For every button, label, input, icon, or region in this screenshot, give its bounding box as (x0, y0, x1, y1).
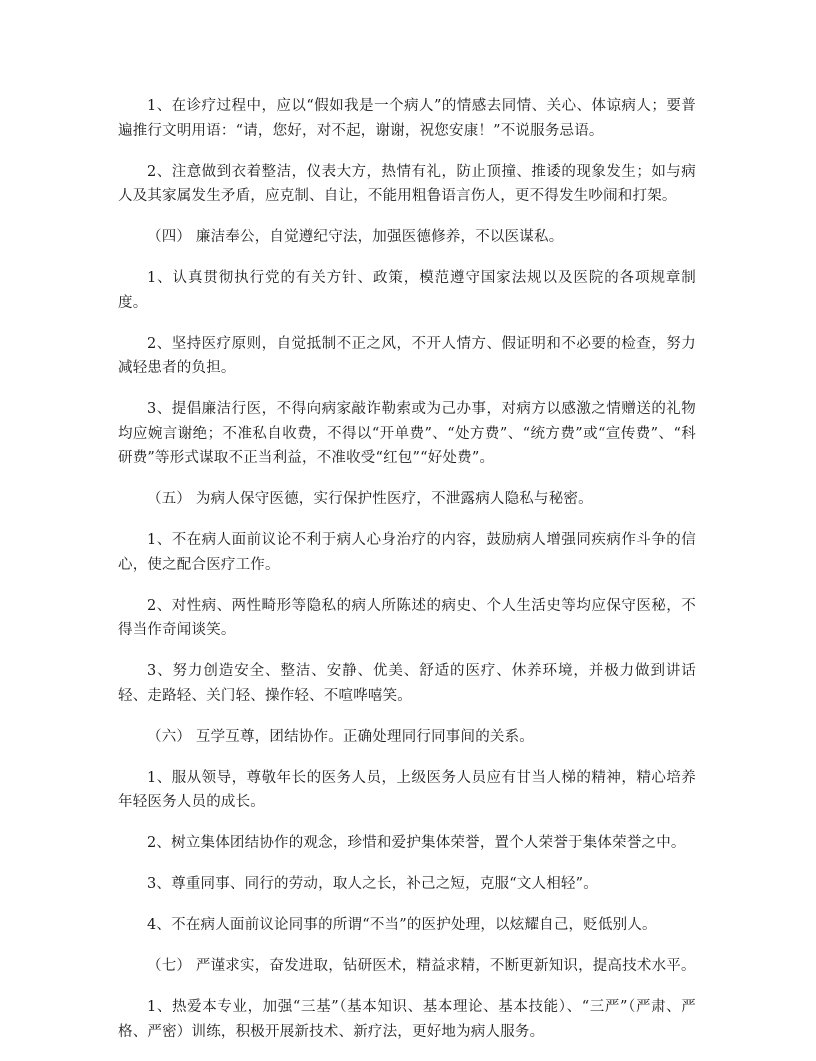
section-heading-4: （四） 廉洁奉公，自觉遵纪守法，加强医德修养，不以医谋私。 (147, 229, 564, 245)
paragraph-5-2: 2、对性病、两性畸形等隐私的病人所陈述的病史、个人生活史等均应保守医秘，不得当作奇闻谈笑。 (118, 597, 696, 638)
paragraph-5-3: 3、努力创造安全、整洁、安静、优美、舒适的医疗、休养环境，并极力做到讲话轻、走路轻、关门轻、操作轻、不喧哗嘻笑。 (118, 663, 696, 704)
paragraph-2: 2、注意做到衣着整洁，仪表大方，热情有礼，防止顶撞、推诿的现象发生；如与病人及其家属发生矛盾，应克制、自让，不能用粗鲁语言伤人，更不得发生吵闹和打架。 (118, 163, 696, 204)
section-heading-6: （六） 互学互尊，团结协作。正确处理同行同事间的关系。 (147, 728, 535, 745)
paragraph-6-3: 3、尊重同事、同行的劳动，取人之长，补己之短，克服“文人相轻”。 (147, 876, 598, 892)
section-heading-7: （七） 严谨求实，奋发进取，钻研医术，精益求精，不断更新知识，提高技术水平。 (147, 958, 696, 974)
paragraph-6-4: 4、不在病人面前议论同事的所谓“不当”的医护处理，以炫耀自己，贬低别人。 (147, 917, 657, 933)
paragraph-6-2: 2、树立集体团结协作的观念，珍惜和爱护集体荣誉，置个人荣誉于集体荣誉之中。 (147, 835, 686, 851)
paragraph-6-1: 1、服从领导，尊敬年长的医务人员，上级医务人员应有甘当人梯的精神，精心培养年轻医务人员的成长。 (118, 769, 696, 810)
section-heading-5: （五） 为病人保守医德，实行保护性医疗，不泄露病人隐私与秘密。 (147, 491, 593, 507)
paragraph-5-1: 1、不在病人面前议论不利于病人心身治疗的内容，鼓励病人增强同疾病作斗争的信心，使之配合医疗工作。 (118, 532, 696, 573)
paragraph-4-1: 1、认真贯彻执行党的有关方针、政策，模范遵守国家法规以及医院的各项规章制度。 (118, 270, 696, 311)
paragraph-1: 1、在诊疗过程中，应以“假如我是一个病人”的情感去同情、关心、体谅病人；要普遍推行文明用语：“请，您好，对不起，谢谢，祝您安康！”不说服务忌语。 (118, 98, 696, 139)
paragraph-4-3: 3、提倡廉洁行医，不得向病家敲诈勒索或为己办事，对病方以感激之情赠送的礼物均应婉言谢绝；不准私自收费，不得以“开单费”、“处方费”、“统方费”或“宣传费”、“科研费”等形式谋取不正当利益，不准收受“红包”“好处费”。 (118, 401, 696, 466)
paragraph-4-2: 2、坚持医疗原则，自觉抵制不正之风，不开人情方、假证明和不必要的检查，努力减轻患者的负担。 (118, 335, 696, 376)
document-body (118, 94, 696, 1061)
paragraph-7-1: 1、热爱本专业，加强“三基”（基本知识、基本理论、基本技能）、“三严”（严肃、严格、严密）训练，积极开展新技术、新疗法，更好地为病人服务。 (118, 999, 696, 1040)
